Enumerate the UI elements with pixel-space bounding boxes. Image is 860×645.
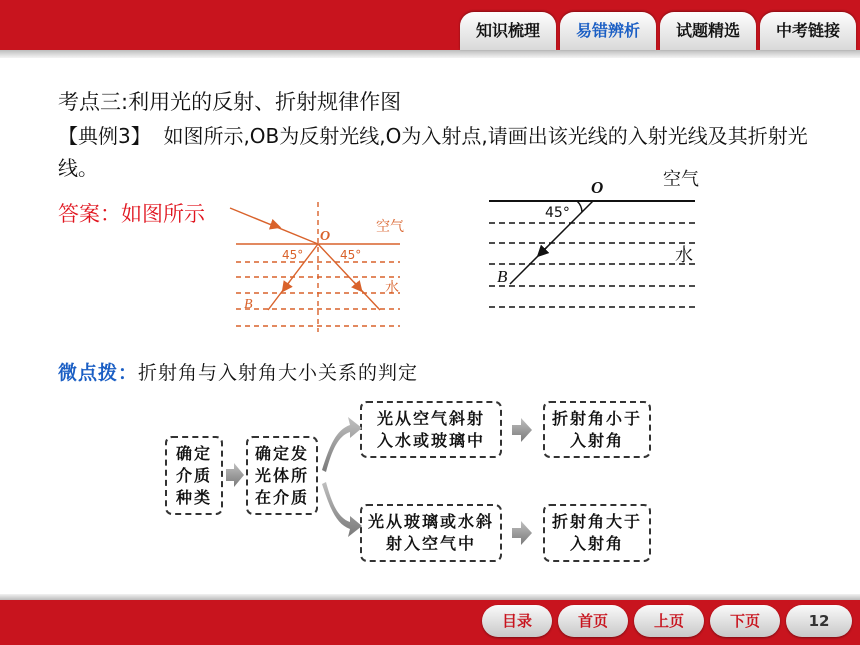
tip-text: 折射角与入射角大小关系的判定 (138, 362, 419, 384)
flow-box-source-medium: 确定发 光体所 在介质 (246, 436, 318, 515)
nav-next-button[interactable]: 下页 (710, 605, 780, 637)
page-number: 12 (786, 605, 852, 637)
example-text: 如图所示,OB为反射光线,O为入射点,请画出该光线的入射光线及其折射光线。 (58, 124, 808, 180)
flow-arrow-bottom-right (512, 521, 532, 545)
example-label: 【典例3】 (58, 124, 151, 148)
answer-text: 答案：如图所示 (58, 202, 205, 226)
flow-arrow-1 (226, 463, 244, 487)
flow-box-air-to-water: 光从空气斜射 入水或玻璃中 (360, 401, 502, 458)
tab-knowledge-review[interactable]: 知识梳理 (460, 12, 556, 50)
flow-box-angle-smaller: 折射角小于 入射角 (543, 401, 651, 458)
answer-air-label: 空气 (376, 219, 404, 235)
answer-angle-left: 45° (282, 248, 304, 262)
question-point-o: O (591, 178, 604, 197)
tab-exam-link[interactable]: 中考链接 (760, 12, 856, 50)
nav-contents-button[interactable]: 目录 (482, 605, 552, 637)
answer-point-b: B (244, 297, 253, 312)
question-point-b: B (497, 267, 508, 286)
tab-error-analysis[interactable]: 易错辨析 (560, 12, 656, 50)
flow-arrow-up (322, 417, 362, 472)
answer-point-o: O (320, 229, 331, 244)
flow-box-medium-type: 确定 介质 种类 (165, 436, 223, 515)
question-air-label: 空气 (663, 169, 699, 190)
nav-prev-button[interactable]: 上页 (634, 605, 704, 637)
answer-water-label: 水 (385, 280, 399, 296)
tab-selected-questions[interactable]: 试题精选 (660, 12, 756, 50)
flow-arrow-down (322, 482, 362, 537)
tip-label: 微点拨： (58, 362, 139, 384)
flow-arrow-top-right (512, 418, 532, 442)
question-water-label: 水 (675, 245, 693, 266)
nav-home-button[interactable]: 首页 (558, 605, 628, 637)
question-angle: 45° (545, 205, 570, 221)
flow-box-angle-larger: 折射角大于 入射角 (543, 504, 651, 562)
section-heading: 考点三:利用光的反射、折射规律作图 (58, 90, 402, 114)
answer-angle-right: 45° (340, 248, 362, 262)
flow-box-water-to-air: 光从玻璃或水斜 射入空气中 (360, 504, 502, 562)
